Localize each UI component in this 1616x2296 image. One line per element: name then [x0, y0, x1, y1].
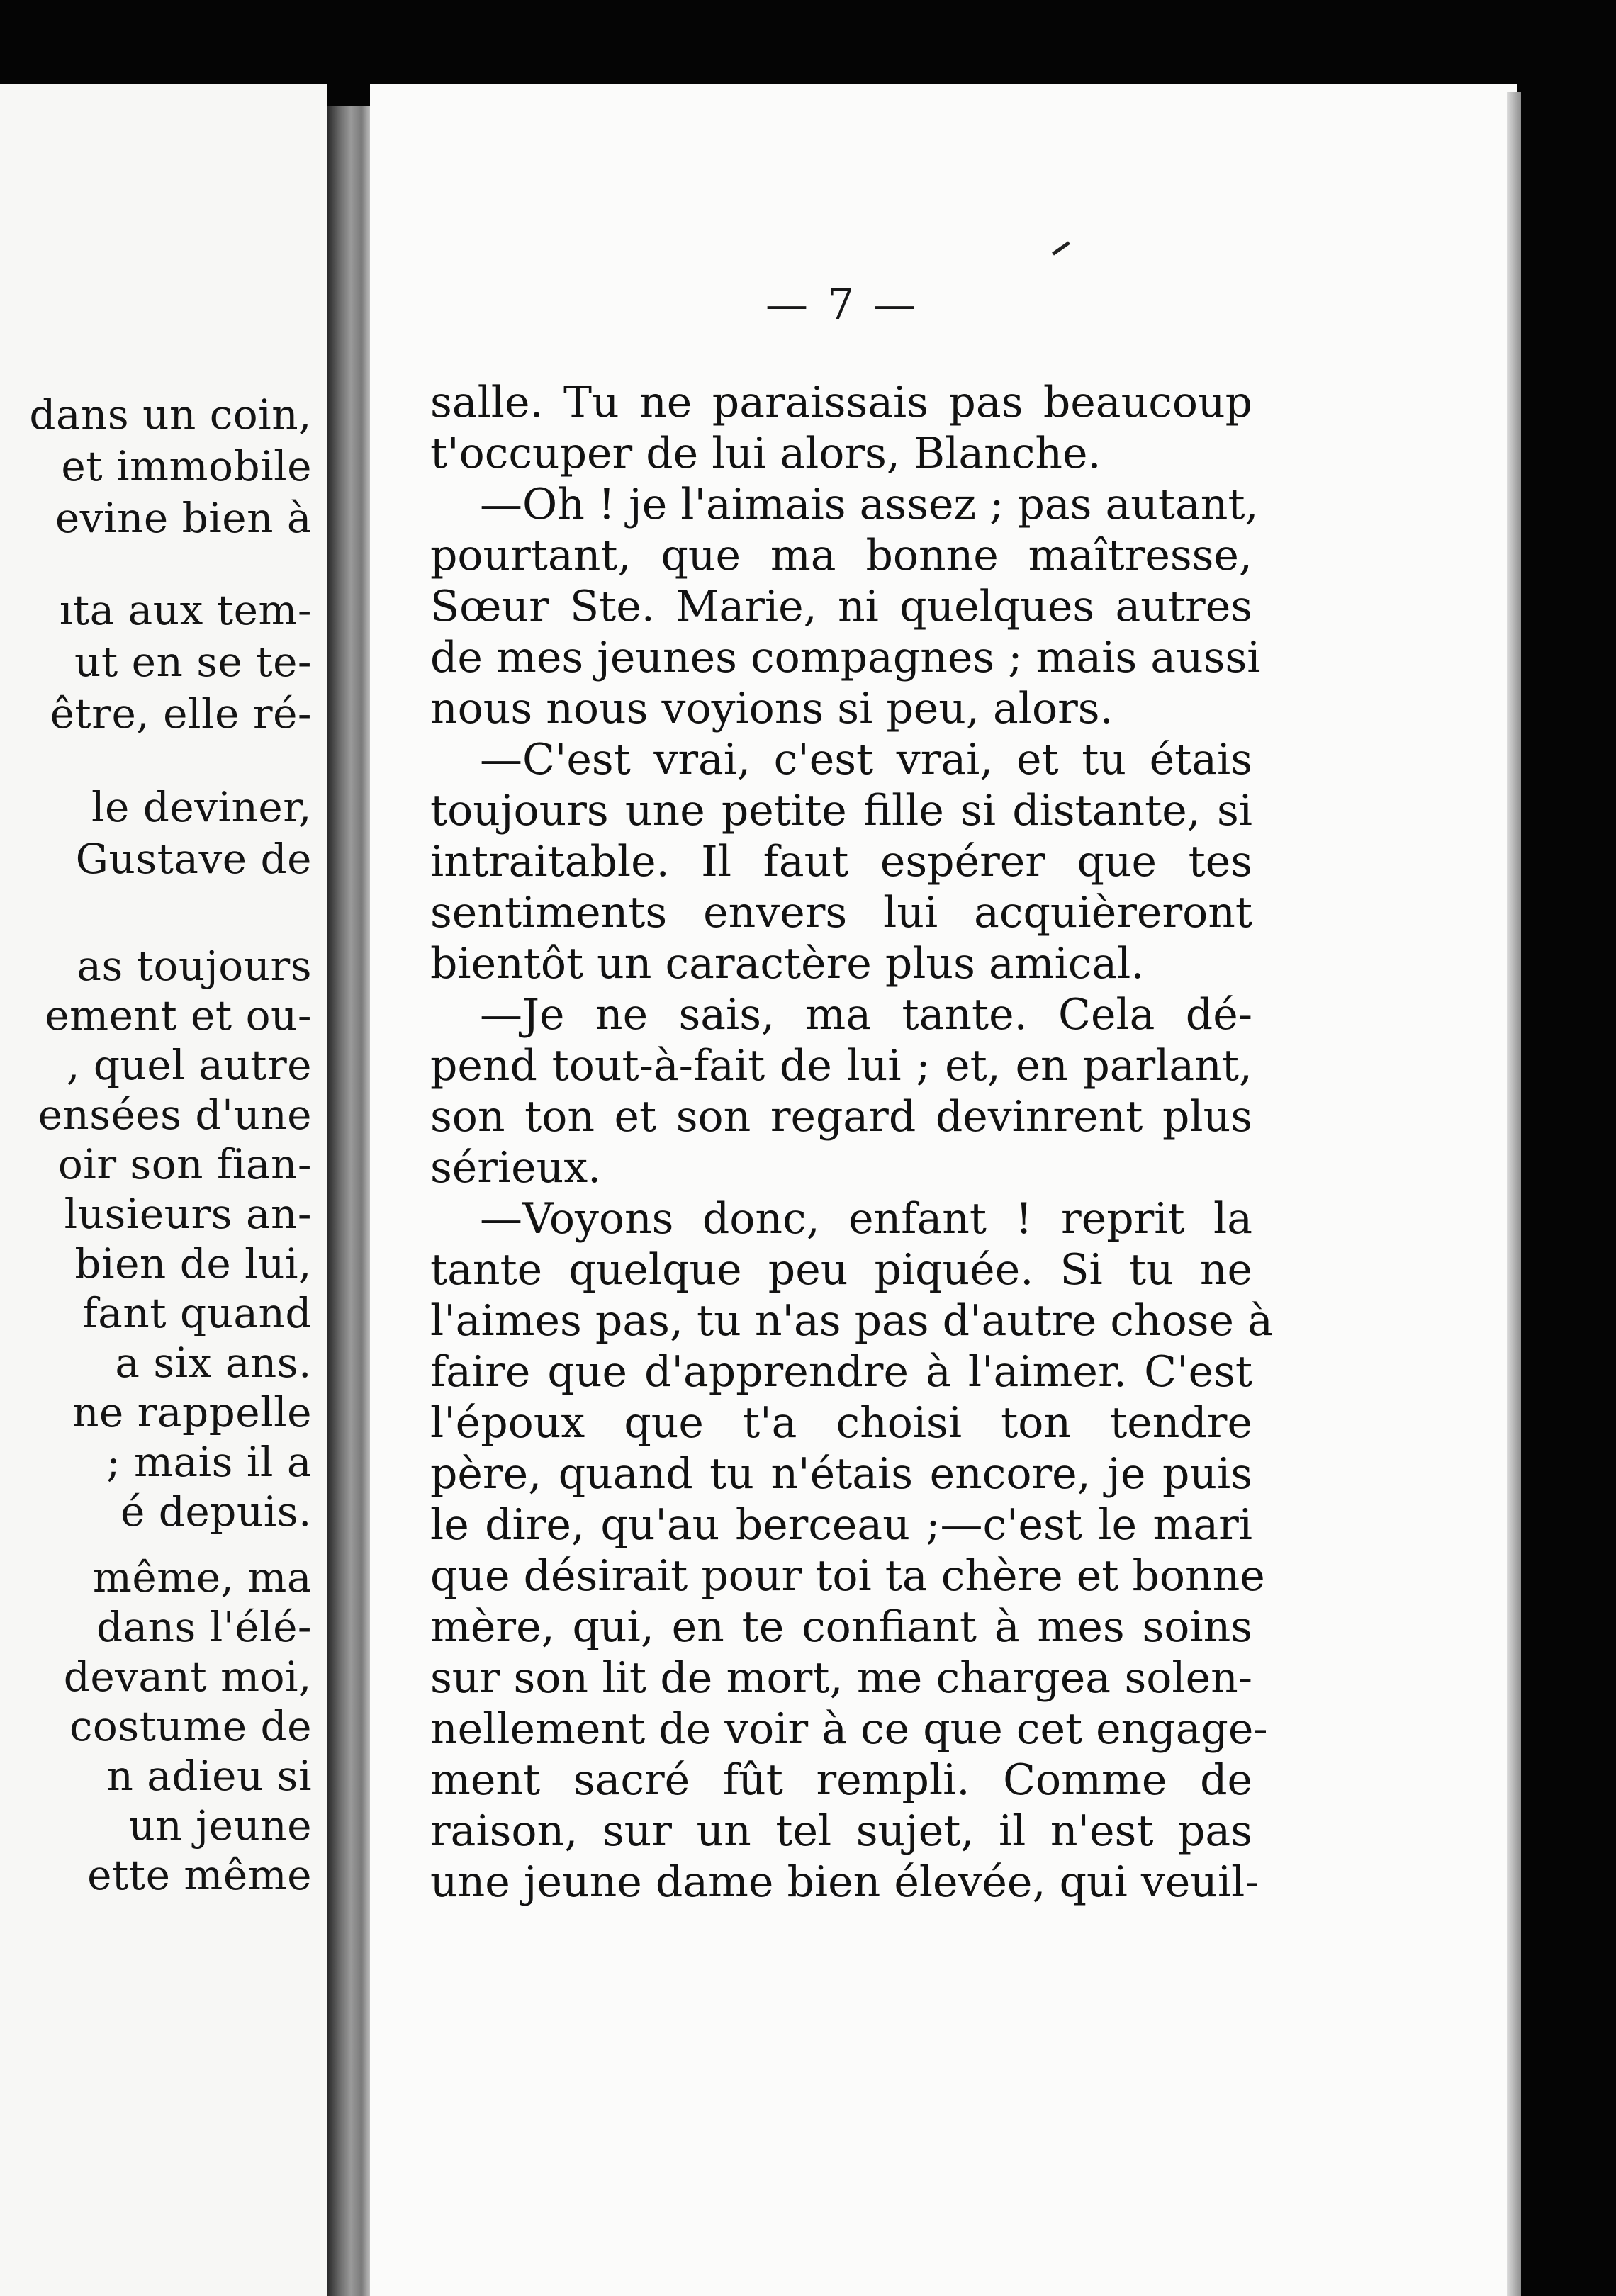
- text-line: tante quelque peu piquée. Si tu ne: [430, 1245, 1252, 1295]
- left-line: n adieu si: [106, 1752, 312, 1800]
- text-line: Sœur Ste. Marie, ni quelques autres: [430, 582, 1252, 631]
- page-number: — 7 —: [765, 280, 919, 330]
- left-line: ne rappelle: [72, 1388, 312, 1436]
- text-line: de mes jeunes compagnes ; mais aussi: [430, 633, 1261, 682]
- text-line: pend tout-à-fait de lui ; et, en parlant,: [430, 1041, 1252, 1091]
- text-line: sentiments envers lui acquièreront: [430, 888, 1252, 938]
- text-line: —C'est vrai, c'est vrai, et tu étais: [480, 735, 1252, 784]
- left-line: oir son fian-: [57, 1140, 312, 1188]
- left-line: dans l'élé-: [96, 1603, 312, 1651]
- left-line: evine bien à: [55, 494, 312, 542]
- text-line: nous nous voyions si peu, alors.: [430, 684, 1113, 733]
- text-line: intraitable. Il faut espérer que tes: [430, 837, 1252, 887]
- left-line: ut en se te-: [74, 638, 312, 686]
- page-edge-shadow: [1507, 92, 1521, 2296]
- text-line: —Je ne sais, ma tante. Cela dé-: [480, 990, 1252, 1040]
- left-line: Gustave de: [75, 835, 312, 883]
- left-line: lusieurs an-: [64, 1190, 312, 1238]
- text-line: mère, qui, en te confiant à mes soins: [430, 1602, 1252, 1652]
- text-line: toujours une petite fille si distante, si: [430, 786, 1252, 835]
- text-line: sérieux.: [430, 1143, 602, 1193]
- text-line: l'aimes pas, tu n'as pas d'autre chose à: [430, 1296, 1273, 1346]
- left-line: ement et ou-: [45, 991, 312, 1040]
- left-line: devant moi,: [63, 1653, 312, 1701]
- left-line: être, elle ré-: [50, 690, 312, 738]
- left-line: bien de lui,: [74, 1239, 312, 1288]
- text-line: pourtant, que ma bonne maîtresse,: [430, 531, 1252, 580]
- left-line: , quel autre: [67, 1041, 312, 1089]
- left-line: a six ans.: [115, 1339, 312, 1387]
- book-gutter: [327, 106, 370, 2296]
- text-line: —Oh ! je l'aimais assez ; pas autant,: [480, 480, 1259, 529]
- left-line: as toujours: [77, 942, 312, 990]
- text-line: bientôt un caractère plus amical.: [430, 939, 1145, 989]
- text-line: que désirait pour toi ta chère et bonne: [430, 1551, 1265, 1601]
- text-line: —Voyons donc, enfant ! reprit la: [480, 1194, 1252, 1244]
- left-line: ensées d'une: [38, 1091, 312, 1139]
- left-line: costume de: [69, 1702, 312, 1750]
- text-line: le dire, qu'au berceau ;—c'est le mari: [430, 1500, 1252, 1550]
- left-line: ıta aux tem-: [59, 586, 312, 634]
- text-line: t'occuper de lui alors, Blanche.: [430, 429, 1101, 478]
- left-line: ette même: [87, 1851, 312, 1899]
- left-line: même, ma: [92, 1553, 312, 1602]
- left-line: un jeune: [128, 1801, 312, 1850]
- left-facing-page: [0, 84, 327, 2296]
- text-line: son ton et son regard devinrent plus: [430, 1092, 1252, 1142]
- left-line: le deviner,: [91, 783, 312, 831]
- text-line: l'époux que t'a choisi ton tendre: [430, 1398, 1252, 1448]
- text-line: sur son lit de mort, me chargea solen-: [430, 1653, 1252, 1703]
- text-line: salle. Tu ne paraissais pas beaucoup: [430, 378, 1252, 427]
- left-line: dans un coin,: [29, 390, 312, 439]
- text-line: ment sacré fût rempli. Comme de: [430, 1755, 1252, 1805]
- left-line: é depuis.: [120, 1487, 312, 1536]
- left-line: ; mais il a: [106, 1438, 312, 1486]
- text-line: nellement de voir à ce que cet engage-: [430, 1704, 1268, 1754]
- left-line: et immobile: [61, 442, 312, 490]
- text-line: faire que d'apprendre à l'aimer. C'est: [430, 1347, 1252, 1397]
- left-line: fant quand: [82, 1289, 312, 1337]
- text-line: raison, sur un tel sujet, il n'est pas: [430, 1806, 1252, 1856]
- text-line: une jeune dame bien élevée, qui veuil-: [430, 1857, 1259, 1907]
- text-line: père, quand tu n'étais encore, je puis: [430, 1449, 1252, 1499]
